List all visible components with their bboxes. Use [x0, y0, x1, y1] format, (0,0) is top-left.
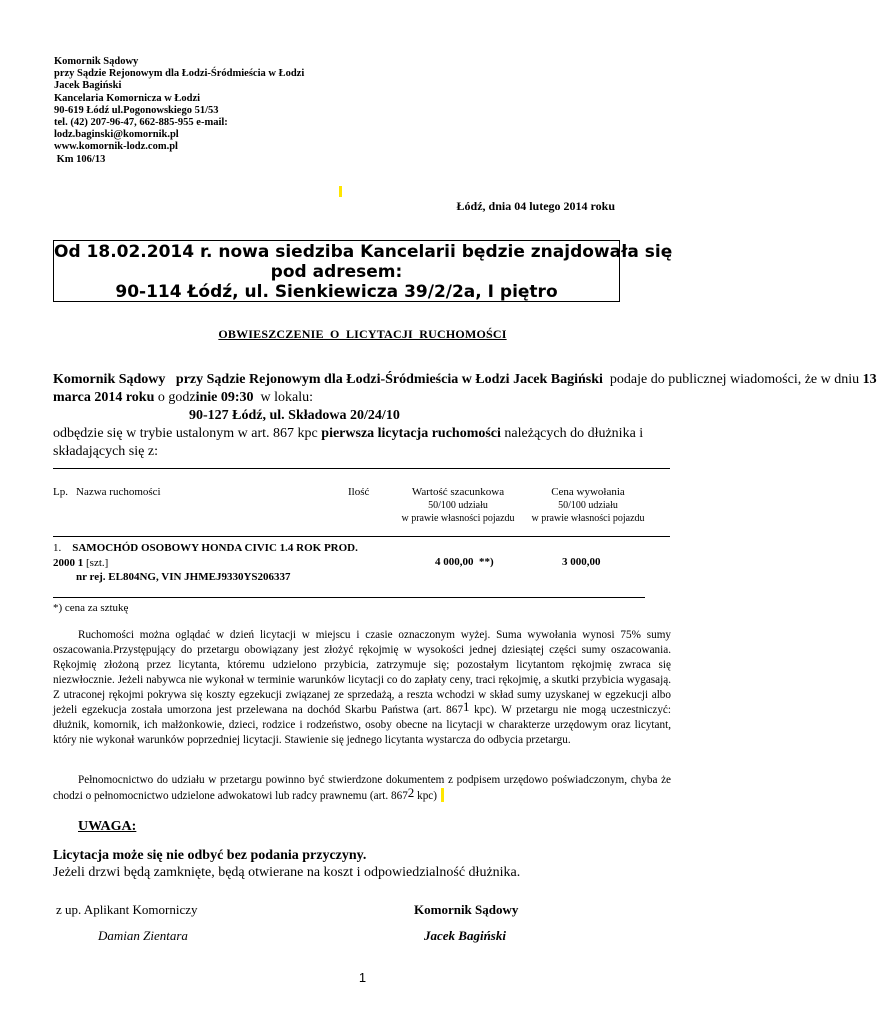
highlight-marker: [339, 186, 342, 197]
header-line: Jacek Bagiński: [54, 80, 122, 92]
document-date: Łódź, dnia 04 lutego 2014 roku: [456, 199, 615, 213]
header-line: Komornik Sądowy: [54, 56, 139, 67]
warning-line: Licytacja może się nie odbyć bez podania przyczyny.: [53, 848, 367, 863]
header-line: tel. (42) 207-96-47, 662-885-955 e-mail:: [54, 117, 228, 129]
signature-left-name: Damian Zientara: [98, 928, 188, 943]
divider: [53, 468, 670, 469]
auction-type: pierwsza licytacja ruchomości: [321, 426, 501, 441]
relocation-notice: [53, 240, 673, 302]
auction-address: 90-127 Łódź, ul. Składowa 20/24/10: [189, 408, 400, 423]
header-line: 90-619 Łódź ul.Pogonowskiego 51/53: [54, 104, 219, 116]
power-of-attorney-paragraph: Pełnomocnictwo do udziału w przetargu powinno być stwierdzone dokumentem z podpisem urzędowo poświadczonym, chyba że chodzi o pełnomocnictwo udzielone adwokatowi lub radcy prawnemu (art. $867^2$ kpc): [53, 774, 671, 802]
col-price-header: Cena wywołania 50/100 udziału w prawie własności pojazdu: [531, 486, 645, 524]
divider: [53, 597, 645, 598]
item-qty: 1: [77, 556, 84, 569]
header-line: przy Sądzie Rejonowym dla Łodzi-Śródmieścia w Łodzi: [54, 68, 305, 80]
footnote: *) cena za sztukę: [53, 602, 129, 614]
col-lp-header: Lp.: [53, 486, 68, 498]
intro-paragraph: Komornik Sądowy przy Sądzie Rejonowym dla Łodzi-Śródmieścia w Łodzi Jacek Bagiński podaje do publicznej wiadomości, że w dniu 13 marca 2014 roku o godzinie 09:30 w lokalu: 90-127 Łódź, ul. Składowa 20/24/10 odbędzie się w trybie ustalonym w art. 867 kpc pierwsza licytacja ruchomości należących do dłużnika i składających się z:: [53, 372, 877, 459]
warning-line: Jeżeli drzwi będą zamknięte, będą otwierane na koszt i odpowiedzialność dłużnika.: [53, 865, 521, 880]
auction-date: 13 marca 2014 roku: [53, 372, 877, 405]
header-email: lodz.baginski@komornik.pl: [54, 129, 179, 141]
page-number: 1: [358, 970, 367, 985]
item-name: SAMOCHÓD OSOBOWY HONDA CIVIC 1.4 ROK PROD.: [72, 542, 358, 554]
case-number: Km 106/13: [54, 153, 106, 165]
item-registration: nr rej. EL804NG, VIN JHMEJ9330YS206337: [76, 571, 291, 583]
auction-time: inie 09:30: [195, 390, 254, 405]
signature-right-role: Komornik Sądowy: [414, 902, 519, 917]
divider: [53, 536, 670, 537]
item-value: 4 000,00 **): [435, 556, 494, 568]
col-name-header: Nazwa ruchomości: [76, 486, 161, 498]
col-value-header: Wartość szacunkowa 50/100 udziału w prawie własności pojazdu: [401, 486, 515, 524]
signature-left-role: z up. Aplikant Komorniczy: [56, 902, 198, 917]
table-row: 1. SAMOCHÓD OSOBOWY HONDA CIVIC 1.4 ROK PROD. 2000 1 [szt.] nr rej. EL804NG, VIN JHMEJ9330YS206337: [53, 541, 413, 585]
header-line: Kancelaria Komornicza w Łodzi: [54, 92, 201, 104]
notice-address: 90-114 Łódź, ul. Sienkiewicza 39/2/2a, I piętro: [115, 282, 558, 302]
notice-line: pod adresem:: [270, 262, 403, 282]
col-qty-header: Ilość: [348, 486, 370, 498]
warning-heading: UWAGA:: [78, 819, 137, 834]
header-website: www.komornik-lodz.com.pl: [54, 141, 178, 153]
item-unit: [szt.]: [86, 556, 109, 569]
document-title: OBWIESZCZENIE O LICYTACJI RUCHOMOŚCI: [218, 327, 507, 341]
signature-right-name: Jacek Bagiński: [424, 928, 506, 943]
highlight-marker: [441, 788, 444, 802]
item-price: 3 000,00: [562, 556, 601, 568]
office-header: [54, 56, 304, 166]
notice-line: Od 18.02.2014 r. nowa siedziba Kancelarii będzie znajdowała się: [54, 242, 673, 262]
bailiff-name: Komornik Sądowy przy Sądzie Rejonowym dla Łodzi-Śródmieścia w Łodzi Jacek Bagiński: [53, 372, 603, 387]
auction-rules-paragraph: Ruchomości można oglądać w dzień licytacji w miejscu i czasie oznaczonym wyżej. Suma wywołania wynosi 75% sumy oszacowania.Przystępujący do przetargu obowiązany jest złożyć rękojmię w wysokości jednej dziesiątej części sumy oszacowania. Rękojmię złożoną przez licytanta, któremu udzielono przybicia, zatrzymuje się; pozostałym licytantom rękojmię zwraca się niezwłocznie. Jeżeli nabywca nie wykonał w terminie warunków licytacji co do zapłaty ceny, traci rękojmię, a skutki przybicia wygasają. Z utraconej rękojmi pokrywa się koszty egzekucji związanej ze sprzedażą, a reszta wchodzi w skład sumy uzyskanej w egzekucji albo jeżeli egzekucja została umorzona jest przelewana na dochód Skarbu Państwa (art. $867^1$ kpc). W przetargu nie mogą uczestniczyć: dłużnik, komornik, ich małżonkowie, dzieci, rodzice i rodzeństwo, osoby obecne na licytacji w charakterze urzędowym oraz licytant, który nie wykonał warunków poprzedniej licytacji. Stawienie się jednego licytanta wystarcza do odbycia przetargu.: [53, 629, 672, 746]
